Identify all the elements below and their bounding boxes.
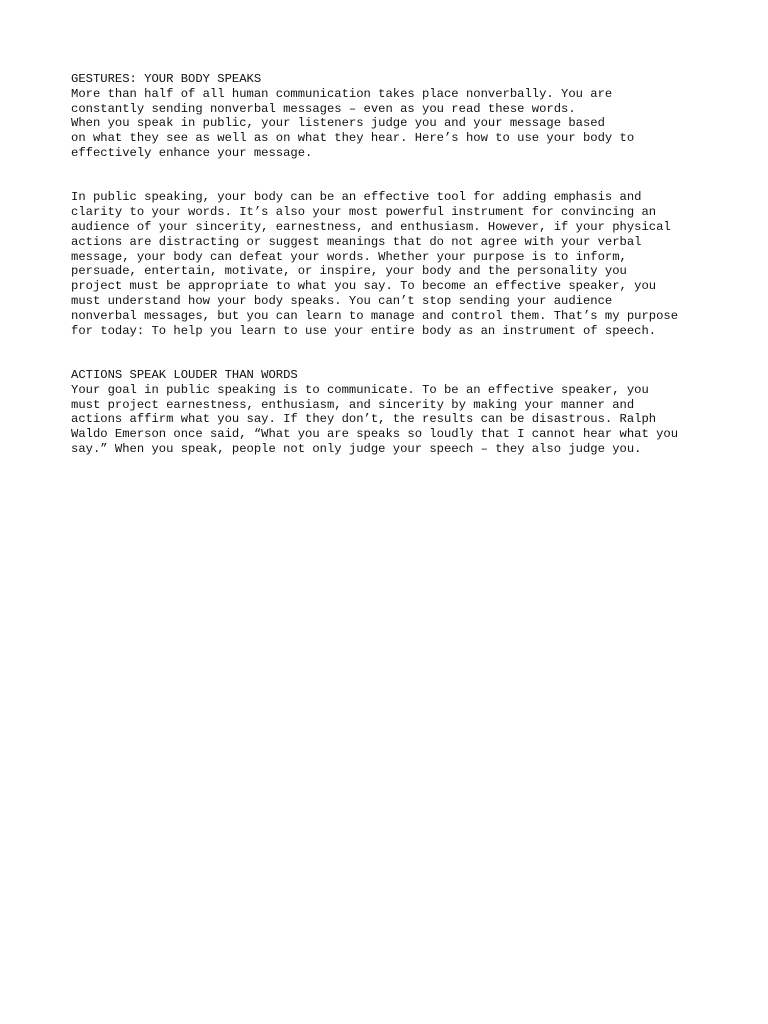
text-line: nonverbal messages, but you can learn to manage and control them. That’s my purpose bbox=[71, 308, 679, 323]
text-line: on what they see as well as on what they hear. Here’s how to use your body to bbox=[71, 131, 635, 146]
text-line: effectively enhance your message. bbox=[71, 145, 313, 160]
paragraph-gap bbox=[71, 338, 711, 368]
text-line: message, your body can defeat your words. Whether your purpose is to inform, bbox=[71, 249, 627, 264]
text-line: actions are distracting or suggest meanings that do not agree with your verbal bbox=[71, 234, 642, 249]
section-heading: GESTURES: YOUR BODY SPEAKS bbox=[71, 72, 262, 86]
text-line: clarity to your words. It’s also your most powerful instrument for convincing an bbox=[71, 205, 657, 220]
text-line: When you speak in public, your listeners judge you and your message based bbox=[71, 116, 605, 131]
paragraph-public-speaking bbox=[71, 190, 711, 338]
text-line: Waldo Emerson once said, “What you are speaks so loudly that I cannot hear what you bbox=[71, 427, 679, 442]
section-heading: ACTIONS SPEAK LOUDER THAN WORDS bbox=[71, 367, 298, 382]
section-gestures bbox=[71, 72, 711, 161]
text-line: actions affirm what you say. If they don’t, the results can be disastrous. Ralph bbox=[71, 412, 657, 427]
text-line: In public speaking, your body can be an effective tool for adding emphasis and bbox=[71, 190, 642, 205]
text-line: constantly sending nonverbal messages – even as you read these words. bbox=[71, 101, 576, 116]
text-line: for today: To help you learn to use your entire body as an instrument of speech. bbox=[71, 323, 657, 338]
text-line: audience of your sincerity, earnestness, and enthusiasm. However, if your physical bbox=[71, 219, 671, 234]
text-line: More than half of all human communication takes place nonverbally. You are bbox=[71, 86, 613, 101]
text-line: project must be appropriate to what you say. To become an effective speaker, you bbox=[71, 279, 657, 294]
text-line: Your goal in public speaking is to communicate. To be an effective speaker, you bbox=[71, 382, 649, 397]
text-line: say.” When you speak, people not only judge your speech – they also judge you. bbox=[71, 441, 642, 456]
text-line: persuade, entertain, motivate, or inspire, your body and the personality you bbox=[71, 264, 627, 279]
paragraph-gap bbox=[71, 161, 711, 191]
document-page bbox=[71, 72, 711, 457]
text-line: must project earnestness, enthusiasm, and sincerity by making your manner and bbox=[71, 397, 635, 412]
text-line: must understand how your body speaks. You can’t stop sending your audience bbox=[71, 293, 613, 308]
section-actions bbox=[71, 368, 711, 457]
